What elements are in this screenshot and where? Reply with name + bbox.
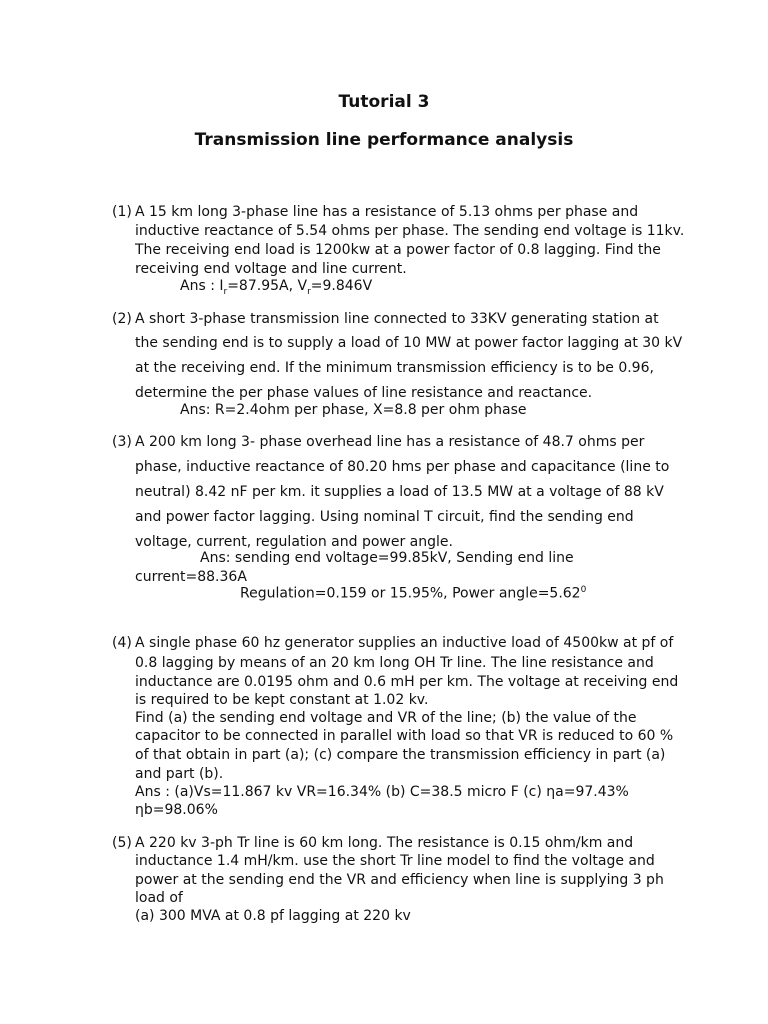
question-1-line: A 15 km long 3-phase line has a resistance of 5.13 ohms per phase and	[135, 204, 639, 220]
question-3-line: neutral) 8.42 nF per km. it supplies a load of 13.5 MW at a voltage of 88 kV	[135, 484, 664, 500]
question-1-number: (1)	[112, 204, 132, 220]
question-3-line: phase, inductive reactance of 80.20 hms per phase and capacitance (line to	[135, 459, 670, 475]
question-3-line: A 200 km long 3- phase overhead line has a resistance of 48.7 ohms per	[135, 434, 645, 450]
question-2-line: at the receiving end. If the minimum transmission efficiency is to be 0.96,	[135, 360, 654, 376]
question-1-line: receiving end voltage and line current.	[135, 261, 407, 277]
question-3-line: voltage, current, regulation and power angle.	[135, 534, 453, 550]
question-4-line: A single phase 60 hz generator supplies an inductive load of 4500kw at pf of	[135, 635, 674, 651]
question-4-line: of that obtain in part (a); (c) compare the transmission efficiency in part (a)	[135, 747, 666, 763]
question-3-number: (3)	[112, 434, 132, 450]
question-1-answer: Ans : $I_r=87.95A$, $V_r=9.846V$	[180, 278, 373, 297]
question-2-number: (2)	[112, 311, 132, 327]
question-3-answer: current=88.36A	[135, 569, 247, 585]
question-5-number: (5)	[112, 835, 132, 851]
question-4-answer: ηb=98.06%	[135, 802, 218, 818]
question-5-line: inductance 1.4 mH/km. use the short Tr line model to find the voltage and	[135, 853, 655, 869]
question-4-line: capacitor to be connected in parallel with load so that VR is reduced to 60 %	[135, 728, 674, 744]
question-2-line: the sending end is to supply a load of 10 MW at power factor lagging at 30 kV	[135, 335, 683, 351]
question-4-line: 0.8 lagging by means of an 20 km long OH Tr line. The line resistance and	[135, 655, 654, 671]
question-4-line: and part (b).	[135, 766, 224, 782]
question-5-line: power at the sending end the VR and efficiency when line is supplying 3 ph	[135, 872, 664, 888]
page-title: Tutorial 3	[338, 92, 430, 112]
question-2-line: A short 3-phase transmission line connected to 33KV generating station at	[135, 311, 659, 327]
question-4-line: is required to be kept constant at 1.02 kv.	[135, 692, 429, 708]
question-5-line: (a) 300 MVA at 0.8 pf lagging at 220 kv	[135, 908, 411, 924]
question-4-number: (4)	[112, 635, 132, 651]
question-3-answer: Ans: sending end voltage=99.85kV, Sending end line	[200, 550, 574, 566]
question-3-answer: Regulation=0.159 or 15.95%, Power $angle=5.62^0$	[240, 585, 587, 602]
question-5-line: A 220 kv 3-ph Tr line is 60 km long. The resistance is 0.15 ohm/km and	[135, 835, 634, 851]
question-1-line: inductive reactance of 5.54 ohms per phase. The sending end voltage is 11kv.	[135, 223, 685, 239]
page-subtitle: Transmission line performance analysis	[194, 130, 574, 150]
question-4-answer: Ans : (a)Vs=11.867 kv VR=16.34% (b) C=38.5 micro F (c) ηa=97.43%	[135, 784, 629, 800]
question-4-line: inductance are 0.0195 ohm and 0.6 mH per km. The voltage at receiving end	[135, 674, 679, 690]
question-2-line: determine the per phase values of line resistance and reactance.	[135, 385, 593, 401]
question-4-line: Find (a) the sending end voltage and VR of the line; (b) the value of the	[135, 710, 637, 726]
question-3-line: and power factor lagging. Using nominal T circuit, find the sending end	[135, 509, 634, 525]
question-2-answer: Ans: R=2.4ohm per phase, X=8.8 per ohm phase	[180, 402, 527, 418]
question-5-line: load of	[135, 890, 183, 906]
question-1-line: The receiving end load is 1200kw at a power factor of 0.8 lagging. Find the	[135, 242, 661, 258]
